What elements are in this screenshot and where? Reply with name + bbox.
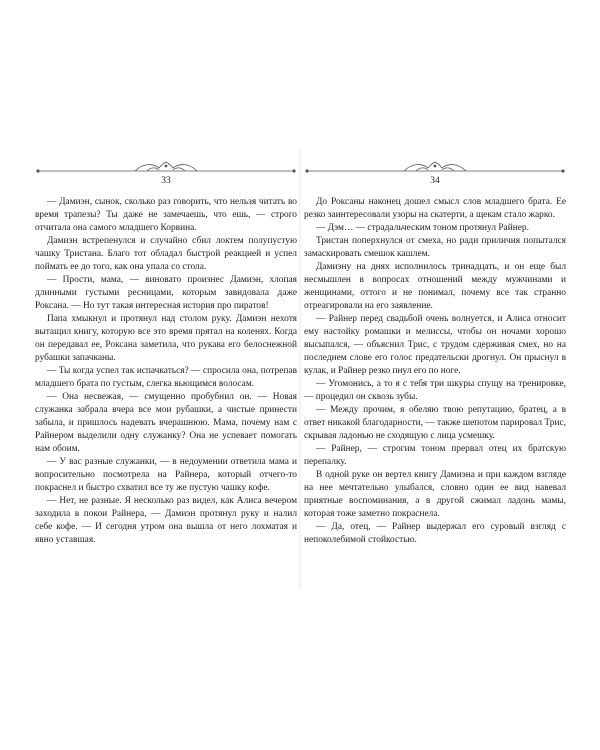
paragraph: В одной руке он вертел книгу Дамиэна и при каждом взгляде на нее мечтательно улыбался, словно один ее вид навевал приятные воспоминания, а в другой сжимал ладонь мамы, которая тоже заметно покраснела. (304, 470, 566, 519)
page-text (304, 196, 566, 547)
paragraph: Папа хмыкнул и протянул над столом руку. Дамиэн нехотя вытащил книгу, которую все это время прятал на коленях. Когда он передавал ее, Роксана заметила, что рукава его белоснежной рубашки запачканы. (35, 314, 297, 363)
paragraph: — Райнер, — строгим тоном прервал отец их братскую перепалку. (304, 444, 566, 467)
paragraph: — Ты когда успел так испачкаться? — спросила она, потрепав младшего брата по густым, слегка вьющимся волосам. (35, 366, 297, 389)
page-text (35, 196, 297, 547)
paragraph: До Роксаны наконец дошел смысл слов младшего брата. Ее резко заинтересовали узоры на скатерти, а щекам стало жарко. (304, 197, 566, 220)
paragraph: — Прости, мама, — виновато произнес Дамиэн, хлопая длинными густыми ресницами, которым завидовала даже Роксана. — Но тут такая интересная история про пиратов! (35, 275, 297, 311)
page-number: 33 (161, 176, 171, 186)
right-page (304, 160, 566, 547)
paragraph: Дамиэн встрепенулся и случайно сбил локтем полупустую чашку Тристана. Благо тот обладал быстрой реакцией и успел поймать ее до того, как она упала со стола. (35, 236, 297, 272)
paragraph: — Да, отец, — Райнер выдержал его суровый взгляд с непоколебимой стойкостью. (304, 522, 566, 545)
paragraph: — Угомонись, а то я с тебя три шкуры спущу на тренировке, — процедил он сквозь зубы. (304, 379, 566, 402)
paragraph: — Дамиэн, сынок, сколько раз говорить, что нельзя читать во время трапезы? Ты даже не замечаешь, что ешь, — строго отчитала она самого младшего Корвина. (35, 197, 297, 233)
page-header-flourish-icon (304, 160, 566, 174)
paragraph: — Она несвежая, — смущенно пробубнил он. — Новая служанка забрала вчера все мои рубашки, а чистые принести забыла, и пришлось надевать вчерашнюю. Мама, почему нам с Райнером выделили одну служанку? Она не успевает помогать нам обоим. (35, 392, 297, 454)
page-header-flourish-icon (35, 160, 297, 174)
paragraph: Дамиэну на днях исполнилось тринадцать, и он еще был несмышлен в вопросах отношений между мужчинами и женщинами, оттого и не понимал, почему все так странно отреагировали на его заявление. (304, 262, 566, 311)
paragraph: Тристан поперхнулся от смеха, но ради приличия попытался замаскировать смешок кашлем. (304, 236, 566, 259)
paragraph: — Нет, не разные. Я несколько раз видел, как Алиса вечером заходила в покои Райнера, — Дамиэн протянул руку и налил себе кофе. — И сегодня утром она вышла от него лохматая и явно уставшая. (35, 496, 297, 545)
paragraph: — У вас разные служанки, — в недоумении ответила мама и вопросительно посмотрела на Райнера, который отчего-то покраснел и быстро схватил все ту же пустую чашку кофе. (35, 457, 297, 493)
book-gutter (298, 150, 302, 590)
paragraph: — Дэм… — страдальческим тоном протянул Райнер. (316, 223, 529, 233)
left-page (35, 160, 297, 547)
paragraph: — Райнер перед свадьбой очень волнуется, и Алиса относит ему настойку ромашки и мелиссы, чтобы он ночами хорошо высыпался, — объяснил Трис, с трудом сдерживая смех, но на последнем слове его голос предательски дрогнул. Он прыснул в кулак, и Райнер резко пнул его по ноге. (304, 314, 566, 376)
page-number: 34 (430, 176, 440, 186)
paragraph: — Между прочим, я обеляю твою репутацию, братец, а в ответ никакой благодарности, — также шепотом парировал Трис, скрывая ладонью не сходящую с лица усмешку. (304, 405, 566, 441)
